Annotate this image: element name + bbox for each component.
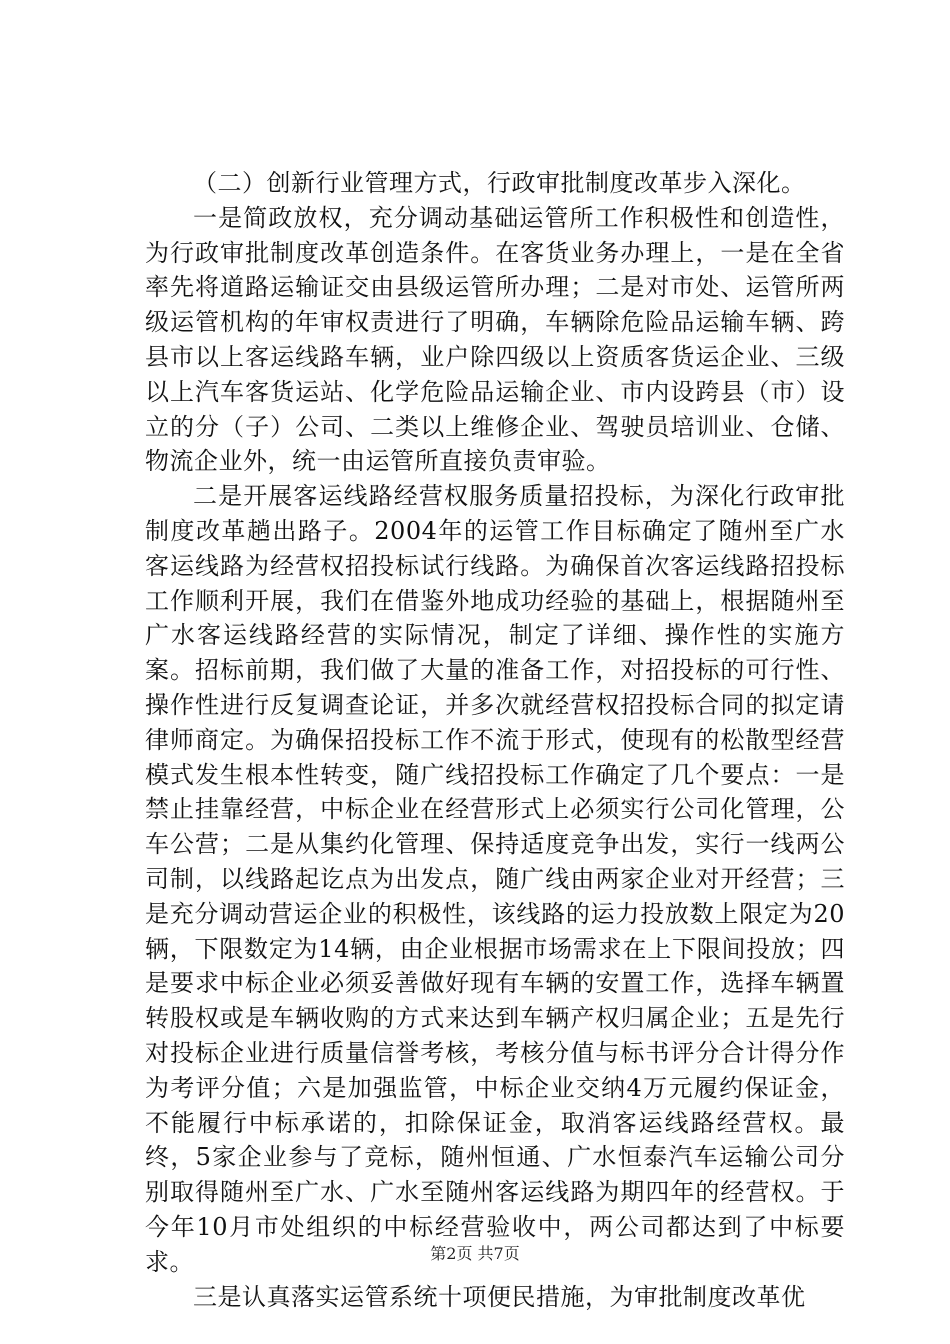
paragraph-2: 二是开展客运线路经营权服务质量招投标，为深化行政审批制度改革趟出路子。2004年的运管工作目标确定了随州至广水客运线路为经营权招投标试行线路。为确保首次客运线路招投标工作顺利开展，我们在借鉴外地成功经验的基础上，根据随州至广水客运线路经营的实际情况，制定了详细、操作性的实施方案。招标前期，我们做了大量的准备工作，对招投标的可行性、操作性进行反复调查论证，并多次就经营权招投标合同的拟定请律师商定。为确保招投标工作不流于形式，使现有的松散型经营模式发生根本性转变，随广线招投标工作确定了几个要点：一是禁止挂靠经营，中标企业在经营形式上必须实行公司化管理，公车公营；二是从集约化管理、保持适度竞争出发，实行一线两公司制，以线路起讫点为出发点，随广线由两家企业对开经营；三是充分调动营运企业的积极性，该线路的运力投放数上限定为20辆，下限数定为14辆，由企业根据市场需求在上下限间投放；四是要求中标企业必须妥善做好现有车辆的安置工作，选择车辆置转股权或是车辆收购的方式来达到车辆产权归属企业；五是先行对投标企业进行质量信誉考核，考核分值与标书评分合计得分作为考评分值；六是加强监管，中标企业交纳4万元履约保证金，不能履行中标承诺的，扣除保证金，取消客运线路经营权。最终，5家企业参与了竞标，随州恒通、广水恒泰汽车运输公司分别取得随州至广水、广水至随州客运线路为期四年的经营权。于今年10月市处组织的中标经营验收中，两公司都达到了中标要求。	[145, 482, 845, 1276]
section-heading: （二）创新行业管理方式，行政审批制度改革步入深化。	[193, 169, 806, 197]
document-body	[145, 166, 845, 1314]
paragraph-3: 三是认真落实运管系统十项便民措施，为审批制度改革优	[193, 1282, 806, 1311]
page-number: 第2页 共7页	[430, 1244, 520, 1263]
paragraph-1: 一是简政放权，充分调动基础运管所工作积极性和创造性，为行政审批制度改革创造条件。在客货业务办理上，一是在全省率先将道路运输证交由县级运管所办理；二是对市处、运管所两级运管机构的年审权责进行了明确，车辆除危险品运输车辆、跨县市以上客运线路车辆，业户除四级以上资质客货运企业、三级以上汽车客货运站、化学危险品运输企业、市内设跨县（市）设立的分（子）公司、二类以上维修企业、驾驶员培训业、仓储、物流企业外，统一由运管所直接负责审验。	[145, 203, 845, 476]
